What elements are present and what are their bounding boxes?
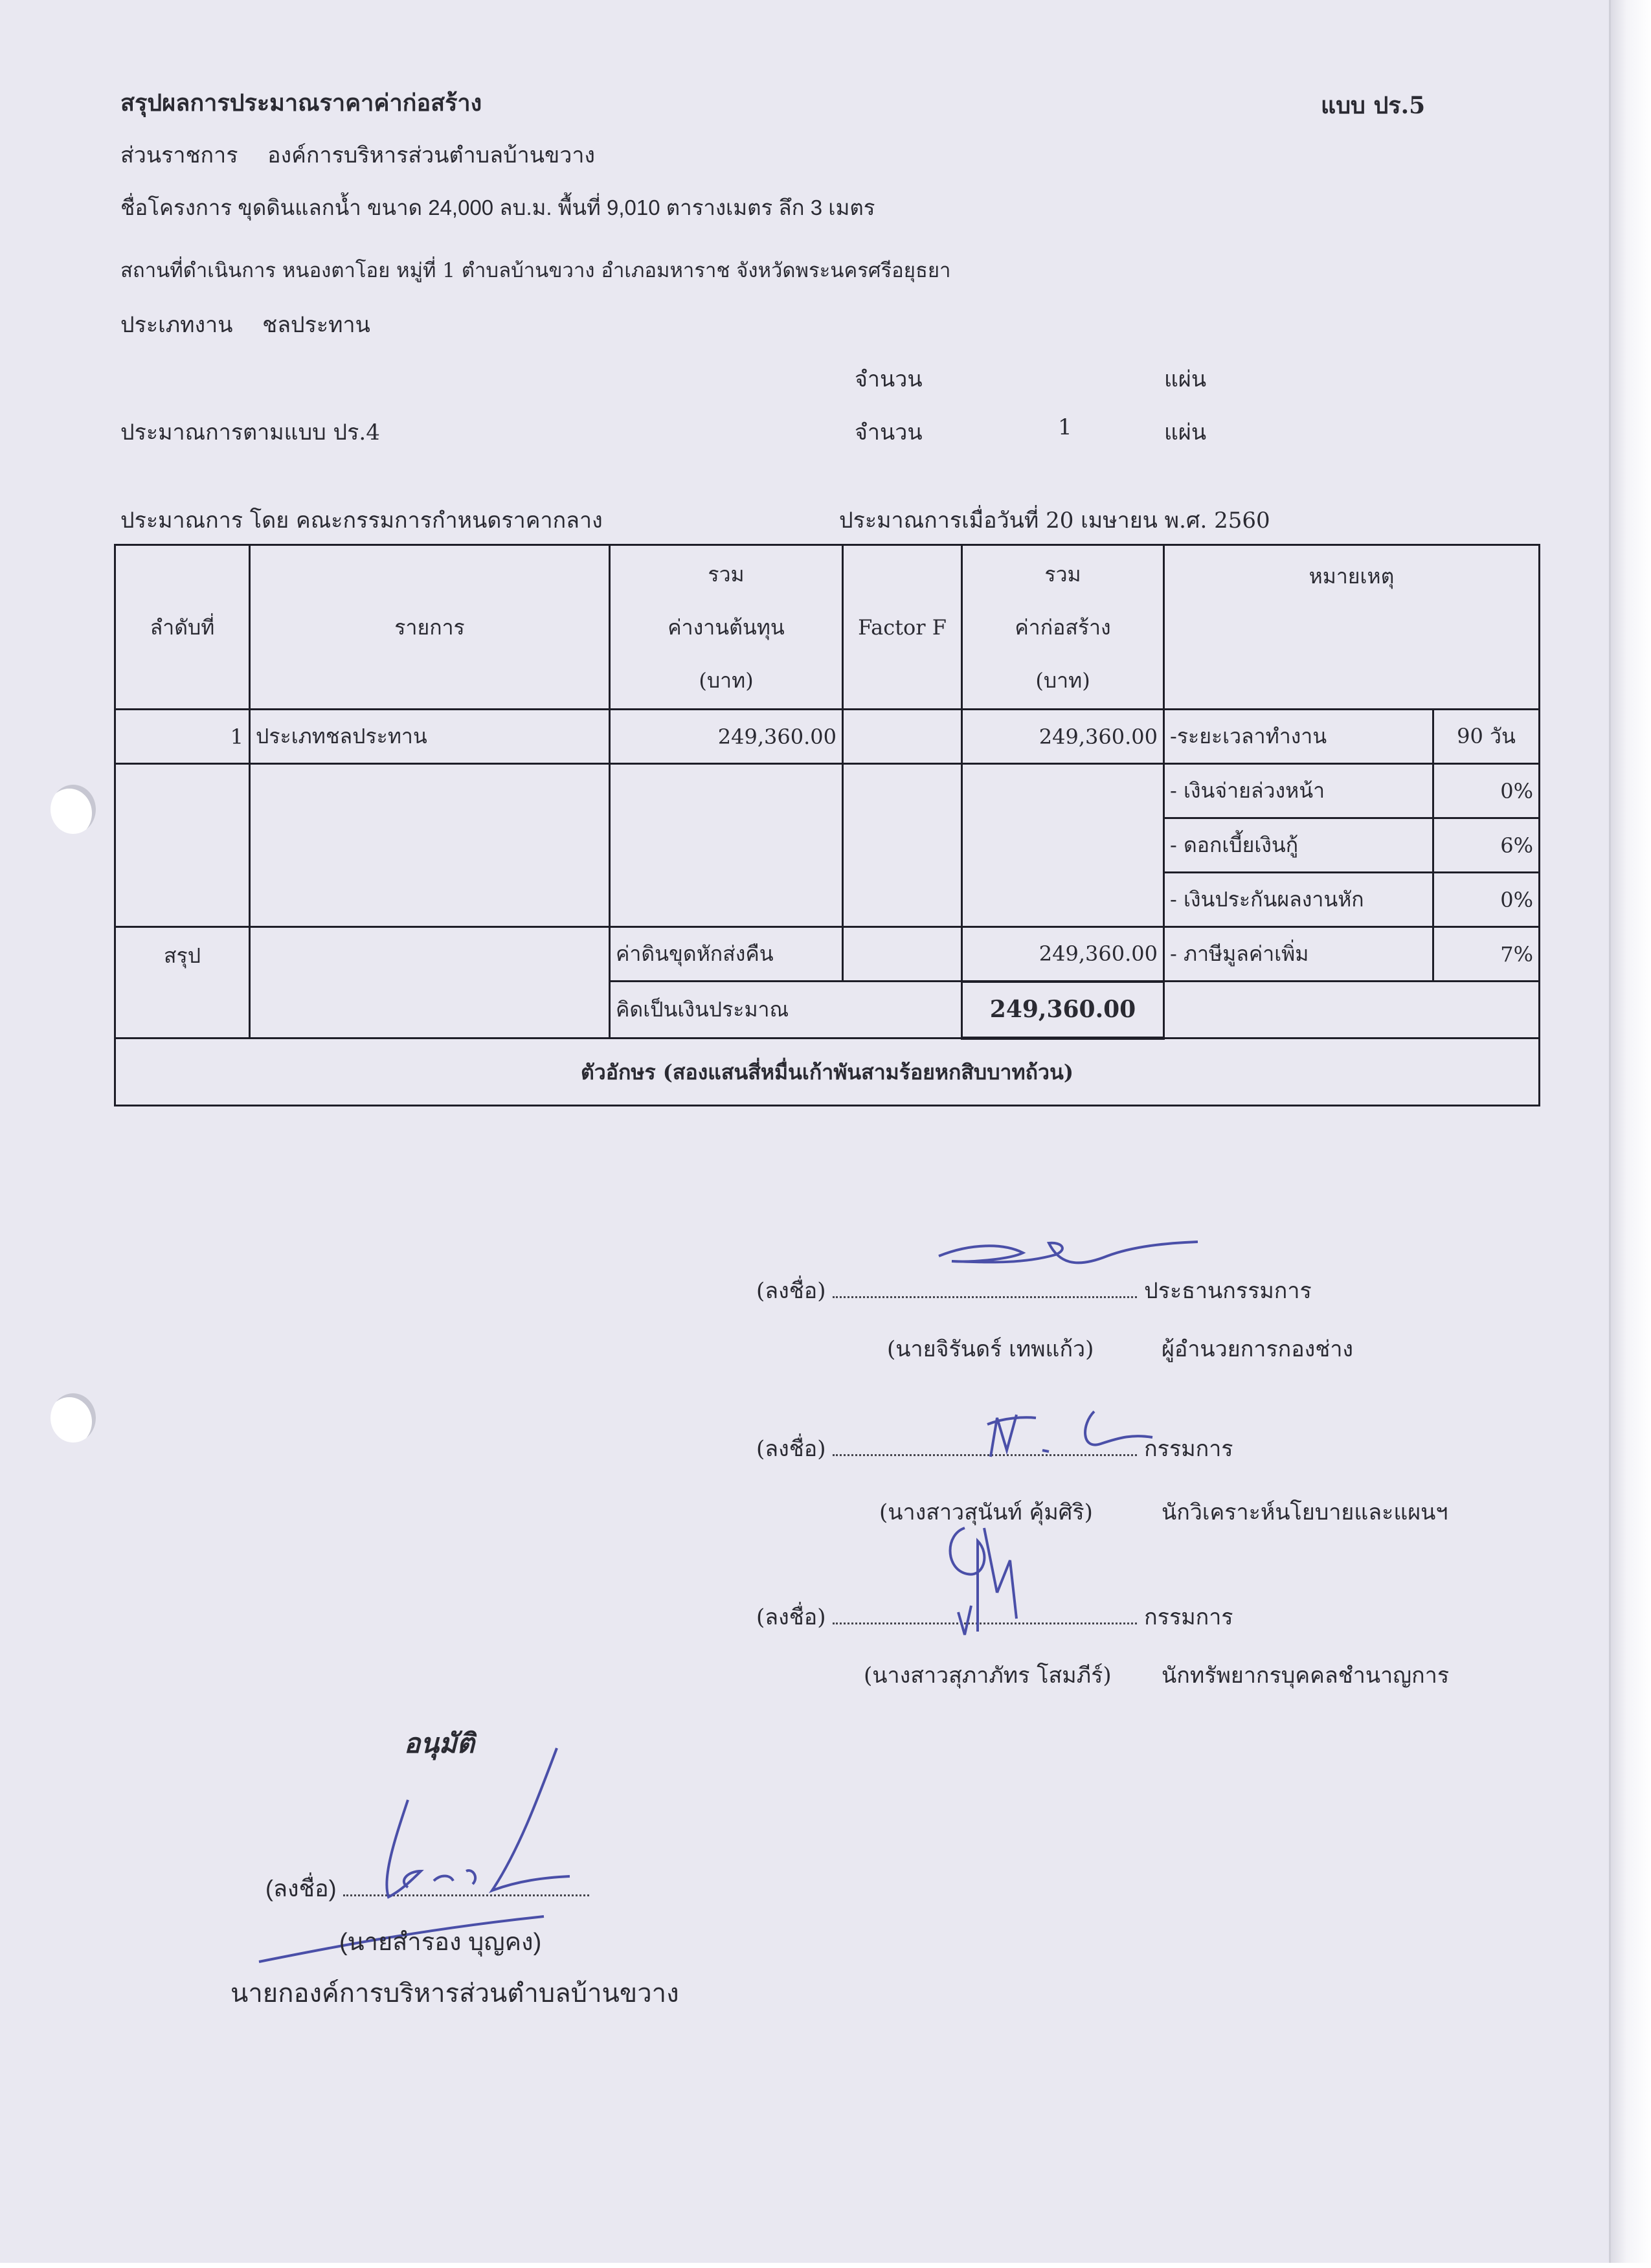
project-label: ชื่อโครงการ <box>120 196 232 219</box>
remark-value-0: 90 วัน <box>1433 710 1540 764</box>
amount-in-words: ตัวอักษร (สองแสนสี่หมื่นเก้าพันสามร้อยหกสิบบาทถ้วน) <box>115 1039 1540 1106</box>
table-row <box>115 710 1540 764</box>
header-remark: หมายเหตุ <box>1164 545 1540 710</box>
signer-name-3: (นางสาวสุภาภัทร โสมภีร์) <box>864 1663 1112 1689</box>
remark-label-0: -ระยะเวลาทำงาน <box>1164 710 1433 764</box>
approver-name: (นายสำรอง บุญคง) <box>339 1929 542 1956</box>
remark-label-3: - เงินประกันผลงานหัก <box>1164 873 1433 927</box>
signer-name-2: (นางสาวสุนันท์ คุ้มศิริ) <box>879 1499 1093 1525</box>
empty-cell <box>843 764 962 927</box>
header-cost <box>610 545 843 710</box>
signature-scribble-2 <box>978 1398 1172 1470</box>
signature-scribble-1 <box>893 1224 1217 1301</box>
empty-cell <box>250 764 610 927</box>
estimate-date: ประมาณการเมื่อวันที่ 20 เมษายน พ.ศ. 2560 <box>839 508 1270 533</box>
sheet-unit-1: แผ่น <box>1164 366 1207 392</box>
sign-role-3: กรรมการ <box>1144 1604 1233 1630</box>
location-value: หนองตาโอย หมู่ที่ 1 ตำบลบ้านขวาง อำเภอมหาราช จังหวัดพระนครศรีอยุธยา <box>282 259 951 282</box>
remark-label-4: - ภาษีมูลค่าเพิ่ม <box>1164 927 1433 982</box>
remark-label-2: - ดอกเบี้ยเงินกู้ <box>1164 818 1433 873</box>
header-build-unit: (บาท) <box>1035 668 1090 693</box>
deduct-label: ค่าดินขุดหักส่งคืน <box>610 927 843 982</box>
sign-prefix-1: (ลงชื่อ) <box>756 1278 826 1304</box>
work-type-label: ประเภทงาน <box>120 312 233 338</box>
header-cost-mid: ค่างานต้นทุน <box>668 614 785 640</box>
empty-cell <box>115 764 250 927</box>
work-type-line <box>120 307 370 342</box>
document-title: สรุปผลการประมาณราคาค่าก่อสร้าง <box>120 89 482 117</box>
row-build: 249,360.00 <box>962 710 1164 764</box>
sheet-unit-2: แผ่น <box>1164 420 1207 445</box>
row-item: ประเภทชลประทาน <box>250 710 610 764</box>
sign-role-1: ประธานกรรมการ <box>1144 1278 1312 1304</box>
row-cost: 249,360.00 <box>610 710 843 764</box>
signer-position-2: นักวิเคราะห์นโยบายและแผนฯ <box>1162 1499 1448 1525</box>
summary-row <box>115 927 1540 982</box>
header-build-top: รวม <box>1044 561 1081 587</box>
sign-prefix-3: (ลงชื่อ) <box>756 1604 826 1630</box>
project-line <box>120 190 875 225</box>
work-type-value: ชลประทาน <box>262 312 370 338</box>
summary-label: สรุป <box>115 927 250 1039</box>
signer-position-3: นักทรัพยากรบุคคลชำนาญการ <box>1162 1663 1450 1689</box>
remark-value-2: 6% <box>1433 818 1540 873</box>
page-bottom-edge <box>0 2263 1651 2268</box>
location-label: สถานที่ดำเนินการ <box>120 259 276 282</box>
header-cost-top: รวม <box>708 561 745 587</box>
signer-name-1: (นายจิรันดร์ เทพแก้ว) <box>887 1336 1094 1362</box>
header-factor: Factor F <box>843 545 962 710</box>
total-label: คิดเป็นเงินประมาณ <box>610 982 962 1039</box>
location-line <box>120 254 950 286</box>
estimated-by: ประมาณการ โดย คณะกรรมการกำหนดราคากลาง <box>120 508 603 533</box>
header-item: รายการ <box>250 545 610 710</box>
row-no: 1 <box>115 710 250 764</box>
header-build <box>962 545 1164 710</box>
total-value: 249,360.00 <box>962 982 1164 1039</box>
por4-label: ประมาณการตามแบบ ปร.4 <box>120 420 380 445</box>
remark-value-4: 7% <box>1433 927 1540 982</box>
approval-sign-prefix: (ลงชื่อ) <box>265 1875 337 1902</box>
empty-cell <box>843 927 962 982</box>
header-no: ลำดับที่ <box>115 545 250 710</box>
approver-position: นายกองค์การบริหารส่วนตำบลบ้านขวาง <box>230 1979 679 2008</box>
empty-cell <box>1164 982 1540 1039</box>
punch-hole-bottom <box>51 1393 96 1443</box>
agency-value: องค์การบริหารส่วนตำบลบ้านขวาง <box>267 142 596 168</box>
sign-prefix-2: (ลงชื่อ) <box>756 1436 826 1462</box>
form-code: แบบ ปร.5 <box>1321 92 1426 119</box>
empty-cell <box>962 764 1164 927</box>
project-value: ขุดดินแลกน้ำ ขนาด 24,000 ลบ.ม. พื้นที่ 9,010 ตารางเมตร ลึก 3 เมตร <box>238 196 875 219</box>
estimate-table <box>114 544 1540 1106</box>
table-header-row <box>115 545 1540 710</box>
signature-scribble-3 <box>919 1515 1049 1638</box>
page-right-edge <box>1609 0 1651 2268</box>
header-cost-unit: (บาท) <box>699 668 754 693</box>
remark-value-1: 0% <box>1433 764 1540 818</box>
sheet-count-2: 1 <box>1058 414 1072 440</box>
amount-in-words-row <box>115 1039 1540 1106</box>
row-factor <box>843 710 962 764</box>
signer-position-1: ผู้อำนวยการกองช่าง <box>1162 1336 1354 1362</box>
header-build-mid: ค่าก่อสร้าง <box>1015 614 1111 640</box>
sign-role-2: กรรมการ <box>1144 1436 1233 1462</box>
deduct-value: 249,360.00 <box>962 927 1164 982</box>
agency-line <box>120 137 595 172</box>
remark-value-3: 0% <box>1433 873 1540 927</box>
sheet-count-label-2: จำนวน <box>855 420 923 445</box>
table-row <box>115 764 1540 818</box>
sheet-count-label-1: จำนวน <box>855 366 923 392</box>
punch-hole-top <box>51 785 96 834</box>
agency-label: ส่วนราชการ <box>120 142 238 168</box>
empty-cell <box>250 927 610 1039</box>
remark-label-1: - เงินจ่ายล่วงหน้า <box>1164 764 1433 818</box>
approval-title: อนุมัติ <box>404 1727 475 1759</box>
empty-cell <box>610 764 843 927</box>
